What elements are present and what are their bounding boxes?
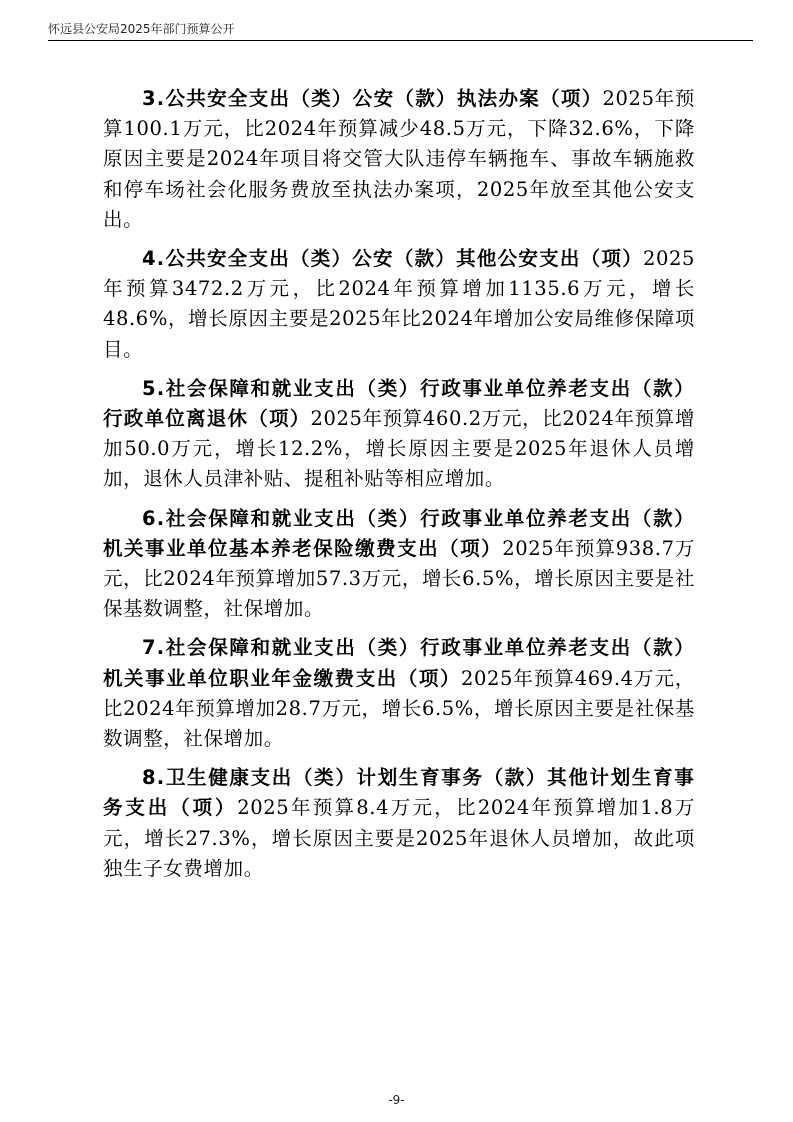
paragraph-item-3 (103, 84, 695, 235)
page-number: -9- (388, 1093, 405, 1107)
header-divider (48, 40, 753, 41)
paragraph-heading: 3.公共安全支出（类）公安（款）执法办案（项） (142, 87, 603, 110)
paragraph-item-4 (103, 244, 695, 365)
paragraph-heading: 6.社会保障和就业支出（类）行政事业单位养老支出（款）机关事业单位基本养老保险缴费支出（项） (103, 506, 695, 560)
paragraph-heading: 4.公共安全支出（类）公安（款）其他公安支出（项） (142, 247, 643, 271)
paragraph-text: 2025年预算460.2万元，比2024年预算增加50.0万元，增长12.2%，增长原因主要是2025年退休人员增加，退休人员津补贴、提租补贴等相应增加。 (103, 407, 695, 491)
paragraph-text: 2025年预算8.4万元，比2024年预算增加1.8万元，增长27.3%，增长原因主要是2025年退休人员增加，故此项独生子女费增加。 (103, 796, 695, 880)
paragraph-heading: 8.卫生健康支出（类）计划生育事务（款）其他计划生育事务支出（项） (103, 766, 695, 820)
paragraph-item-8 (103, 763, 695, 884)
paragraph-heading: 5.社会保障和就业支出（类）行政事业单位养老支出（款）行政单位离退休（项） (103, 376, 695, 431)
paragraph-text: 2025年预算3472.2万元，比2024年预算增加1135.6万元，增长48.6%，增长原因主要是2025年比2024年增加公安局维修保障项目。 (103, 247, 695, 361)
paragraph-item-6 (103, 504, 695, 625)
paragraph-text: 2025年预算938.7万元，比2024年预算增加57.3万元，增长6.5%，增长原因主要是社保基数调整，社保增加。 (103, 536, 695, 621)
document-body (103, 84, 695, 893)
paragraph-item-5 (103, 374, 695, 495)
paragraph-item-7 (103, 633, 695, 754)
paragraph-heading: 7.社会保障和就业支出（类）行政事业单位养老支出（款）机关事业单位职业年金缴费支出（项） (103, 636, 695, 690)
paragraph-text: 2025年预算100.1万元，比2024年预算减少48.5万元，下降32.6%，下降原因主要是2024年项目将交管大队违停车辆拖车、事故车辆施救和停车场社会化服务费放至执法办案项，2025年放至其他公安支出。 (103, 87, 695, 231)
page-header-title: 怀远县公安局2025年部门预算公开 (48, 22, 235, 36)
paragraph-text: 2025年预算469.4万元，比2024年预算增加28.7万元，增长6.5%，增长原因主要是社保基数调整，社保增加。 (103, 666, 696, 751)
